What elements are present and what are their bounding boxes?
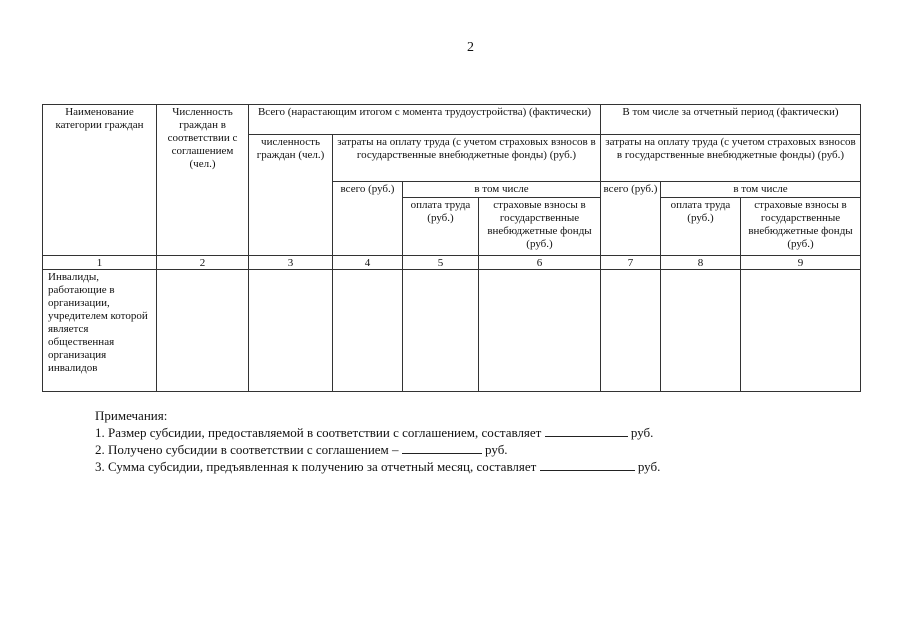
note-2-text: 2. Получено субсидии в соответствии с соглашением – (95, 442, 399, 457)
data-cell[interactable] (741, 270, 861, 392)
data-cell[interactable] (479, 270, 601, 392)
column-number: 3 (249, 256, 333, 270)
note-2-unit: руб. (485, 442, 508, 457)
header-agreement-count: Численность граждан в соответствии с соглашением (чел.) (157, 105, 249, 256)
header-total-rub-period: всего (руб.) (601, 182, 661, 256)
note-3 (95, 458, 660, 475)
column-number: 1 (43, 256, 157, 270)
column-number: 5 (403, 256, 479, 270)
notes-section (95, 407, 660, 475)
data-cell[interactable] (403, 270, 479, 392)
header-insurance: страховые взносы в государственные внебюджетные фонды (руб.) (479, 198, 601, 256)
note-2-blank[interactable] (402, 442, 482, 454)
data-cell[interactable] (157, 270, 249, 392)
column-number: 9 (741, 256, 861, 270)
header-total-group: Всего (нарастающим итогом с момента трудоустройства) (фактически) (249, 105, 601, 135)
column-number: 2 (157, 256, 249, 270)
header-category: Наименование категории граждан (43, 105, 157, 256)
data-cell[interactable] (333, 270, 403, 392)
note-2 (95, 441, 660, 458)
note-3-text: 3. Сумма субсидии, предъявленная к получению за отчетный месяц, составляет (95, 459, 537, 474)
header-labor-costs-period: затраты на оплату труда (с учетом страховых взносов в государственные внебюджетные фонды) (руб.) (601, 135, 861, 182)
note-1-blank[interactable] (545, 425, 628, 437)
notes-title: Примечания: (95, 408, 168, 423)
note-3-unit: руб. (637, 459, 661, 474)
column-number: 8 (661, 256, 741, 270)
note-1 (95, 424, 660, 441)
header-wages: оплата труда (руб.) (403, 198, 479, 256)
note-1-text: 1. Размер субсидии, предоставляемой в соответствии с соглашением, составляет (95, 425, 542, 440)
column-number: 7 (601, 256, 661, 270)
header-headcount: численность граждан (чел.) (249, 135, 333, 256)
data-cell[interactable] (661, 270, 741, 392)
row-category-label: Инвалиды, работающие в организации, учредителем которой является общественная организация инвалидов (43, 270, 157, 392)
page-number: 2 (467, 40, 474, 55)
header-including: в том числе (403, 182, 601, 198)
note-3-blank[interactable] (540, 459, 635, 471)
header-including-period: в том числе (661, 182, 861, 198)
header-labor-costs: затраты на оплату труда (с учетом страховых взносов в государственные внебюджетные фонды) (руб.) (333, 135, 601, 182)
subsidy-report-table (42, 104, 861, 392)
note-1-unit: руб. (630, 425, 654, 440)
column-number: 6 (479, 256, 601, 270)
header-wages-period: оплата труда (руб.) (661, 198, 741, 256)
data-cell[interactable] (249, 270, 333, 392)
header-total-rub: всего (руб.) (333, 182, 403, 256)
header-insurance-period: страховые взносы в государственные внебюджетные фонды (руб.) (741, 198, 861, 256)
column-number: 4 (333, 256, 403, 270)
data-cell[interactable] (601, 270, 661, 392)
header-period-group: В том числе за отчетный период (фактически) (601, 105, 861, 135)
